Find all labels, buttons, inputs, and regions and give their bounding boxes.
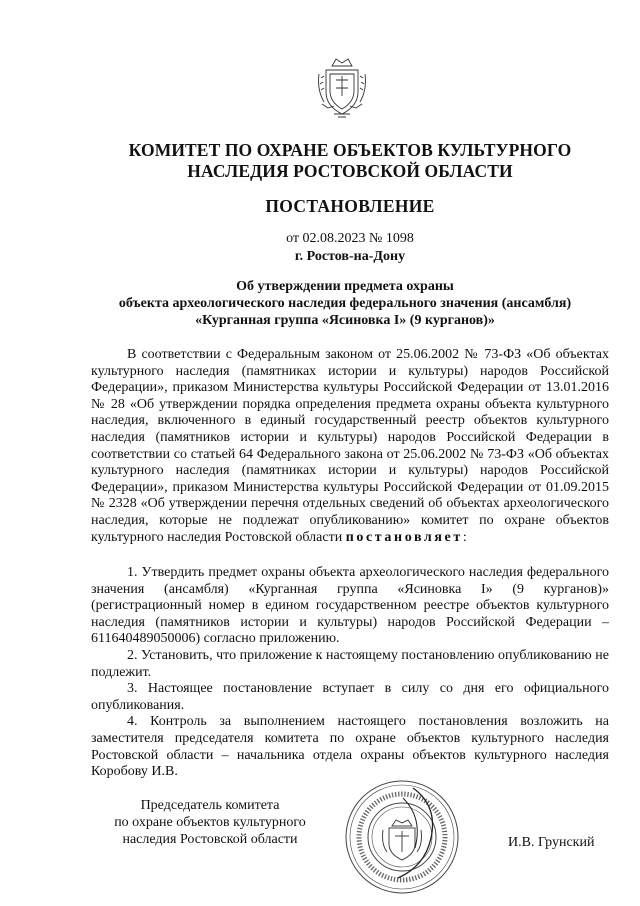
title-line-1: Об утверждении предмета охраны [236,279,454,294]
resolution-item: 3. Настоящее постановление вступает в силу со дня его официального опубликования. [91,681,609,713]
title-line-3: «Курганная группа «Ясиновка I» (9 курганов)» [195,313,495,328]
signatory-position-line-1: Председатель комитета [140,798,280,813]
preamble-paragraph [91,347,609,546]
coat-of-arms-icon [316,56,368,120]
resolution-verb: постановляет [345,529,463,545]
preamble-text: В соответствии с Федеральным законом от 25.06.2002 № 73-ФЗ «Об объектах культурного наследия (памятниках истории и культуры) народов Российской Федерации», приказом Министерства культуры Российской Федерации от 13.01.2016 № 28 «Об утверждении порядка определения предмета охраны объекта культурного наследия, включенного в единый государственный реестр объектов культурного наследия (памятников истории и культуры) народов Российской Федерации в соответствии со статьей 64 Федерального закона от 25.06.2002 № 73-ФЗ «Об объектах культурного наследия (памятниках истории и культуры) народов Российской Федерации», приказом Министерства культуры Российской Федерации от 01.09.2015 № 2328 «Об утверждении перечня отдельных сведений об объектах археологического наследия, которые не подлежат опубликованию» комитет по охране объектов культурного наследия Ростовской области [91,347,609,545]
organization-line-1: КОМИТЕТ ПО ОХРАНЕ ОБЪЕКТОВ КУЛЬТУРНОГО [128,140,572,160]
document-date-number: от 02.08.2023 № 1098 [286,231,414,246]
signatory-position-line-2: по охране объектов культурного [114,815,306,830]
preamble-section [91,347,609,546]
organization-line-2: НАСЛЕДИЯ РОСТОВСКОЙ ОБЛАСТИ [187,161,513,181]
document-type: ПОСТАНОВЛЕНИЕ [265,196,435,216]
resolution-item: 1. Утвердить предмет охраны объекта археологического наследия федерального значения (ансамбля) «Курганная группа «Ясиновка I» (9 курганов)» (регистрационный номер в едином государственном реестре объектов культурного наследия (памятников истории и культуры) народов Российской Федерации – 611640489050006) согласно приложению. [91,565,609,647]
organization-name [95,140,605,182]
official-seal-icon [343,778,461,896]
resolution-item: 2. Установить, что приложение к настоящему постановлению опубликованию не подлежит. [91,647,609,680]
title-line-2: объекта археологического наследия федерального значения (ансамбля) [118,296,572,311]
resolution-items [91,565,609,781]
signatory-name: И.В. Грунский [508,835,595,850]
preamble-colon: : [462,529,467,545]
signatory-position [95,797,325,848]
signatory-position-line-3: наследия Ростовской области [122,832,298,847]
resolution-item: 4. Контроль за выполнением настоящего постановления возложить на заместителя председателя комитета по охране объектов культурного наследия Ростовской области – начальника отдела охраны объектов культурного наследия Коробову И.В. [91,714,609,780]
document-city: г. Ростов-на-Дону [294,249,406,264]
document-title [80,278,610,329]
